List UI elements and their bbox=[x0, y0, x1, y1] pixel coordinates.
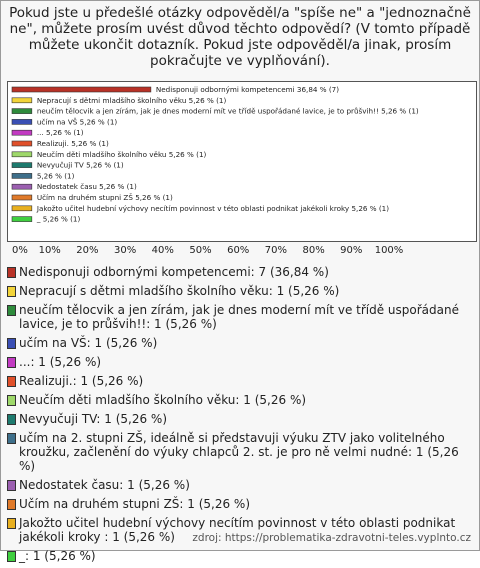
legend-label: _: 1 (5,26 %) bbox=[19, 549, 96, 563]
bar-12 bbox=[12, 217, 32, 222]
bar-label-2: neučím tělocvik a jen zírám, jak je dnes moderní mít ve třídě uspořádané lavice, je to průšvih!! 5,26 % (1) bbox=[36, 106, 419, 116]
bar-6 bbox=[12, 152, 32, 157]
bar-4 bbox=[12, 130, 32, 135]
bar-label-6: Neučím děti mladšího školního věku 5,26 % (1) bbox=[36, 149, 207, 159]
legend-label: Jakožto učitel hudební výchovy necítím povinnost v této oblasti podnikat jakékoli kroky : 1 (5,26 %) bbox=[19, 516, 456, 544]
bar-label-10: Učím na druhém stupni ZŠ 5,26 % (1) bbox=[36, 193, 173, 202]
legend-swatch bbox=[7, 395, 16, 406]
legend-item bbox=[7, 478, 477, 492]
x-tick-label-5: 50% bbox=[189, 245, 212, 256]
x-tick-label-0: 0% bbox=[12, 245, 28, 256]
x-tick-label-8: 80% bbox=[302, 245, 325, 256]
chart-svg bbox=[1, 1, 479, 263]
legend-label: učím na VŠ: 1 (5,26 %) bbox=[19, 336, 158, 350]
legend-label: Nedostatek času: 1 (5,26 %) bbox=[19, 478, 190, 492]
legend-item bbox=[7, 284, 477, 298]
bar-7 bbox=[12, 163, 32, 168]
x-tick-label-4: 40% bbox=[151, 245, 174, 256]
bar-label-7: Nevyučuji TV 5,26 % (1) bbox=[36, 160, 124, 170]
legend-swatch bbox=[7, 518, 16, 529]
legend-label: Realizuji.: 1 (5,26 %) bbox=[19, 374, 144, 388]
legend-swatch bbox=[7, 414, 16, 425]
legend-swatch bbox=[7, 433, 16, 444]
legend-label: Neučím děti mladšího školního věku: 1 (5,26 %) bbox=[19, 393, 307, 407]
legend-label: neučím tělocvik a jen zírám, jak je dnes moderní mít ve třídě uspořádané lavice, je to průšvih!!: 1 (5,26 %) bbox=[19, 303, 459, 331]
bar-label-9: Nedostatek času 5,26 % (1) bbox=[36, 182, 137, 192]
legend-label: Nedisponuji odbornými kompetencemi: 7 (36,84 %) bbox=[19, 265, 329, 279]
x-tick-label-10: 100% bbox=[374, 245, 404, 256]
bar-5 bbox=[12, 141, 32, 146]
legend-label: ...: 1 (5,26 %) bbox=[19, 355, 102, 369]
legend bbox=[7, 265, 477, 568]
source-note: zdroj: https://problematika-zdravotni-teles.vyplnto.cz bbox=[192, 532, 471, 544]
legend-item bbox=[7, 374, 477, 388]
legend-item bbox=[7, 549, 477, 563]
legend-swatch bbox=[7, 499, 16, 510]
bar-label-11: Jakožto učitel hudební výchovy necítím povinnost v této oblasti podnikat jakékoli kroky 5,26 % (1) bbox=[36, 203, 390, 213]
bar-label-12: _ 5,26 % (1) bbox=[36, 214, 81, 224]
legend-item bbox=[7, 355, 477, 369]
legend-swatch bbox=[7, 551, 16, 562]
legend-item bbox=[7, 431, 477, 473]
legend-swatch bbox=[7, 376, 16, 387]
bar-label-0: Nedisponuji odbornými kompetencemi 36,84 % (7) bbox=[155, 85, 340, 94]
bar-label-3: učím na VŠ 5,26 % (1) bbox=[36, 117, 118, 127]
chart-title: Pokud jste u předešlé otázky odpověděl/a "spíše ne" a "jednoznačně ne", můžete prosím uvést důvod těchto odpovědí? (V tomto případě můžete ukončit dotazník. Pokud jste odpověděl/a jinak, prosím pokračujte ve vyplňování). bbox=[9, 5, 471, 69]
legend-item bbox=[7, 393, 477, 407]
bar-8 bbox=[12, 173, 32, 178]
x-tick-label-9: 90% bbox=[340, 245, 363, 256]
bar-10 bbox=[12, 195, 32, 200]
legend-swatch bbox=[7, 357, 16, 368]
bar-9 bbox=[12, 184, 32, 189]
x-tick-label-3: 30% bbox=[113, 245, 137, 256]
legend-item bbox=[7, 497, 477, 511]
legend-label: učím na 2. stupni ZŠ, ideálně si představuji výuku ZTV jako volitelného kroužku, začlenění do výuky chlapců 2. st. je pro ně velmi nudné: 1 (5,26 %) bbox=[19, 431, 459, 473]
bar-label-8: 5,26 % (1) bbox=[36, 171, 75, 181]
legend-item bbox=[7, 265, 477, 279]
legend-label: Nepracují s dětmi mladšího školního věku: 1 (5,26 %) bbox=[19, 284, 340, 298]
bar-3 bbox=[12, 119, 32, 124]
legend-item bbox=[7, 303, 477, 331]
legend-swatch bbox=[7, 267, 16, 278]
legend-label: Nevyučuji TV: 1 (5,26 %) bbox=[19, 412, 168, 426]
legend-item bbox=[7, 412, 477, 426]
legend-swatch bbox=[7, 305, 16, 316]
legend-swatch bbox=[7, 286, 16, 297]
legend-label: Učím na druhém stupni ZŠ: 1 (5,26 %) bbox=[19, 497, 251, 511]
bar-label-5: Realizuji. 5,26 % (1) bbox=[36, 139, 109, 148]
bar-2 bbox=[12, 109, 32, 114]
bar-0 bbox=[12, 87, 151, 92]
bar-label-4: ... 5,26 % (1) bbox=[36, 128, 84, 138]
x-tick-label-1: 10% bbox=[38, 245, 61, 256]
x-tick-label-6: 60% bbox=[227, 245, 250, 256]
x-tick-label-7: 70% bbox=[264, 245, 288, 256]
legend-swatch bbox=[7, 480, 16, 491]
legend-swatch bbox=[7, 338, 16, 349]
bar-label-1: Nepracují s dětmi mladšího školního věku 5,26 % (1) bbox=[36, 95, 227, 105]
bar-11 bbox=[12, 206, 32, 211]
bar-1 bbox=[12, 98, 32, 103]
legend-item bbox=[7, 336, 477, 350]
x-tick-label-2: 20% bbox=[76, 245, 99, 256]
